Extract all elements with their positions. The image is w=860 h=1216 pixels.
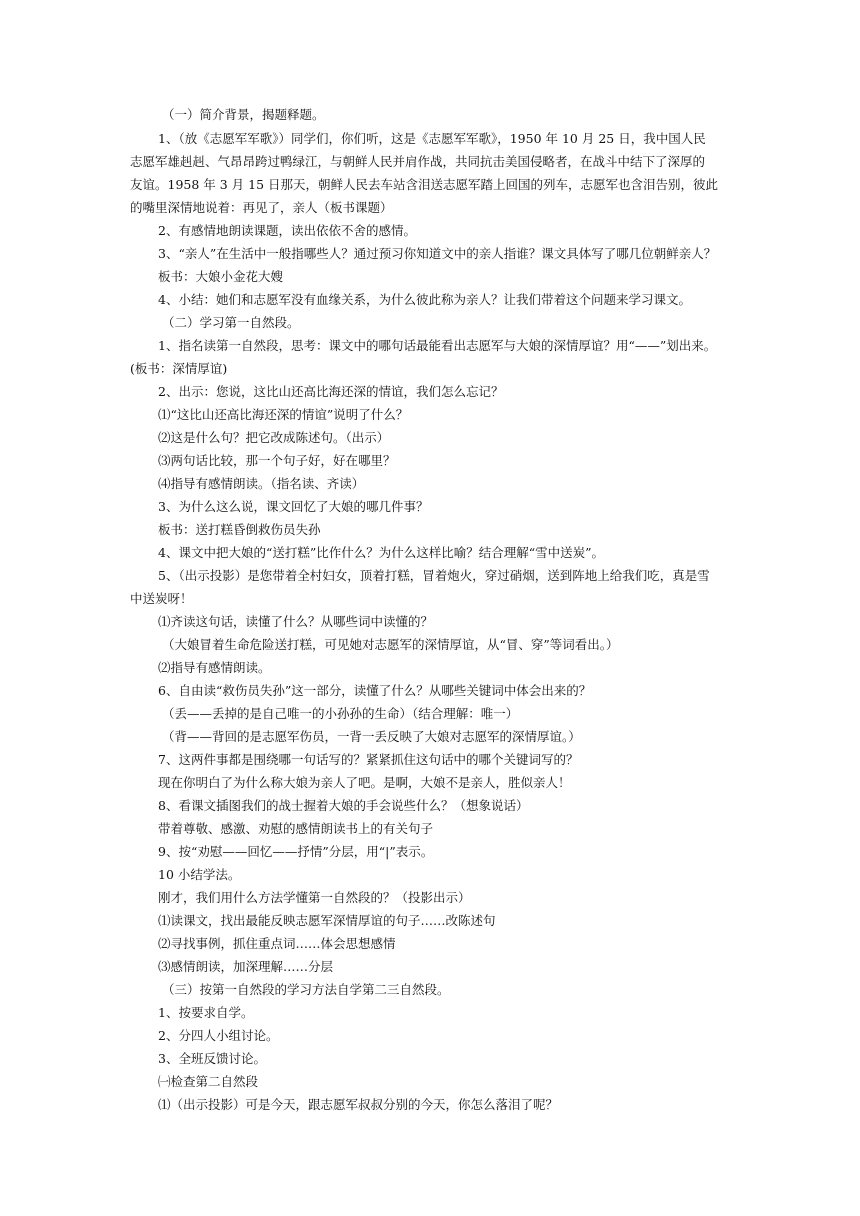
text-line: 友谊。1958 年 3 月 15 日那天，朝鲜人民去车站含泪送志愿军踏上回国的列车，志愿军也含泪告别，彼此 — [130, 177, 719, 192]
text-line: （大娘冒着生命危险送打糕，可见她对志愿军的深情厚谊，从“冒、穿”等词看出。） — [162, 637, 619, 652]
text-line: ⑶两句话比较，那一个句子好，好在哪里？ — [158, 453, 396, 468]
text-line: ㈠检查第二自然段 — [158, 1074, 259, 1089]
text-line: ⑵这是什么句？把它改成陈述句。（出示） — [158, 430, 390, 445]
text-line: 刚才，我们用什么方法学懂第一自然段的？（投影出示） — [158, 890, 471, 905]
text-line: 志愿军雄赳赳、气昂昂跨过鸭绿江，与朝鲜人民并肩作战，共同抗击美国侵略者，在战斗中结下了深厚的 — [130, 154, 706, 169]
text-line: 3、为什么这么说，课文回忆了大娘的哪几件事？ — [158, 499, 429, 514]
text-line: 1、（放《志愿军军歌》）同学们，你们听，这是《志愿军军歌》，1950 年 10 月 25 日，我中国人民 — [158, 131, 706, 146]
text-line: 4、课文中把大娘的“送打糕”比作什么？为什么这样比喻？结合理解“雪中送炭”。 — [158, 545, 605, 560]
text-line: ⑴读课文，找出最能反映志愿军深情厚谊的句子……改陈述句 — [158, 913, 496, 928]
section-heading-1: （一）简介背景，揭题释题。 — [162, 107, 325, 122]
text-line: 9、按“劝慰——回忆——抒情”分层，用“|”表示。 — [158, 844, 434, 859]
text-line: ⑴（出示投影）可是今天，跟志愿军叔叔分别的今天，你怎么落泪了呢？ — [158, 1097, 559, 1112]
text-line: ⑷指导有感情朗读。（指名读、齐读） — [158, 476, 365, 491]
text-line: ⑴“这比山还高比海还深的情谊”说明了什么？ — [158, 407, 409, 422]
text-line: 1、按要求自学。 — [158, 1005, 254, 1020]
text-line: （丢——丢掉的是自己唯一的小孙孙的生命）（结合理解：唯一） — [162, 706, 519, 721]
text-line: ⑵指导有感情朗读。 — [158, 660, 271, 675]
blackboard-note: 板书：送打糕昏倒救伤员失孙 — [158, 522, 321, 537]
text-line: 8、看课文插图我们的战士握着大娘的手会说些什么？（想象说话） — [158, 798, 529, 813]
blackboard-note: 板书：大娘小金花大嫂 — [158, 269, 284, 284]
text-line: 1、指名读第一自然段，思考：课文中的哪句话最能看出志愿军与大娘的深情厚谊？用“——”划出来。 — [158, 338, 717, 353]
text-line: 6、自由读“救伤员失孙”这一部分，读懂了什么？从哪些关键词中体会出来的？ — [158, 683, 592, 698]
text-line: 4、小结：她们和志愿军没有血缘关系，为什么彼此称为亲人？让我们带着这个问题来学习课文。 — [158, 292, 691, 307]
blackboard-note: (板书：深情厚谊) — [130, 361, 228, 376]
text-line: 7、这两件事都是围绕哪一句话写的？紧紧抓住这句话中的哪个关键词写的？ — [158, 752, 579, 767]
text-line: 的嘴里深情地说着：再见了，亲人（板书课题） — [130, 200, 393, 215]
text-line: 带着尊敬、感激、劝慰的感情朗读书上的有关句子 — [158, 821, 434, 836]
text-line: 2、分四人小组讨论。 — [158, 1028, 279, 1043]
text-line: 3、“亲人”在生活中一般指哪些人？通过预习你知道文中的亲人指谁？课文具体写了哪几位朝鲜亲人？ — [158, 246, 717, 261]
section-heading-2: （二）学习第一自然段。 — [162, 315, 300, 330]
text-line: 2、有感情地朗读课题，读出依依不舍的感情。 — [158, 223, 416, 238]
text-line: 现在你明白了为什么称大娘为亲人了吧。是啊，大娘不是亲人，胜似亲人！ — [158, 775, 571, 790]
text-line: 10 小结学法。 — [158, 867, 241, 882]
section-heading-3: （三）按第一自然段的学习方法自学第二三自然段。 — [162, 982, 450, 997]
text-line: ⑶感情朗读，加深理解……分层 — [158, 959, 334, 974]
text-line: ⑵寻找事例，抓住重点词……体会思想感情 — [158, 936, 396, 951]
text-line: （背——背回的是志愿军伤员，一背一丢反映了大娘对志愿军的深情厚谊。） — [162, 729, 581, 744]
text-line: 5、（出示投影）是您带着全村妇女，顶着打糕，冒着炮火，穿过硝烟，送到阵地上给我们吃，真是雪 — [158, 568, 710, 583]
text-line: 2、出示：您说，这比山还高比海还深的情谊，我们怎么忘记？ — [158, 384, 504, 399]
text-line: 中送炭呀！ — [130, 591, 193, 606]
text-line: 3、全班反馈讨论。 — [158, 1051, 266, 1066]
text-line: ⑴齐读这句话，读懂了什么？从哪些词中读懂的？ — [158, 614, 434, 629]
